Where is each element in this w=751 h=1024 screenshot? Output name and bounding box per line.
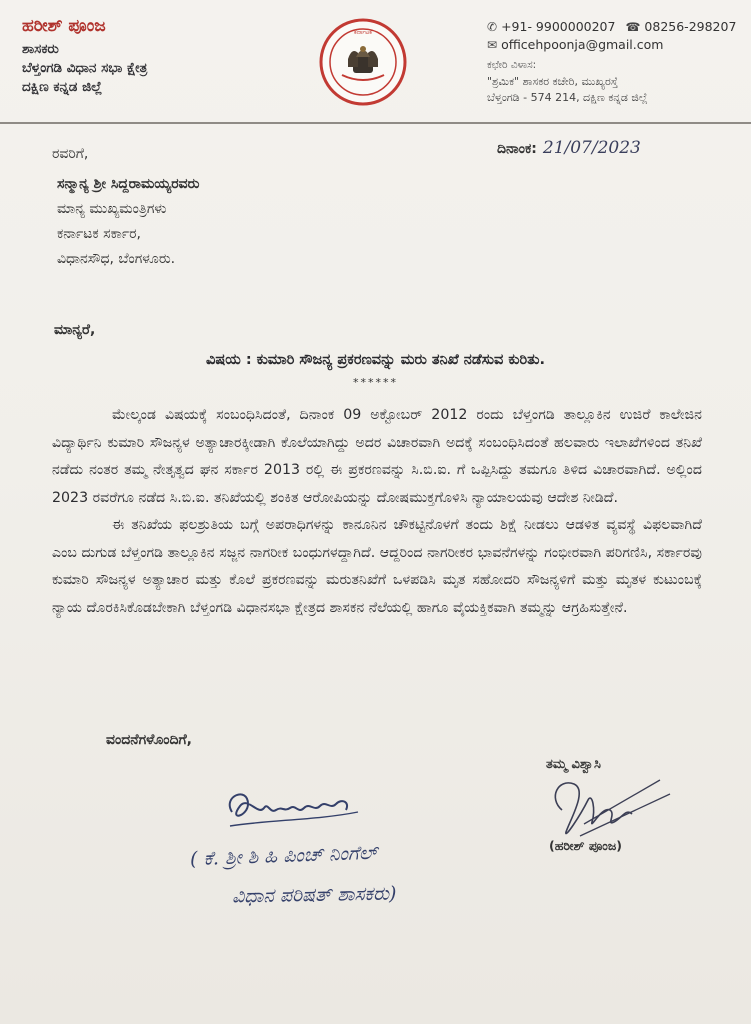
recipient-line-3: ಕರ್ನಾಟಕ ಸರ್ಕಾರ, [57, 226, 141, 242]
email-address: officehpoonja@gmail.com [501, 37, 664, 52]
mail-icon: ✉ [487, 38, 498, 52]
recipient-address [57, 172, 199, 272]
to-label: ರವರಿಗೆ, [52, 146, 89, 162]
recipient-line-2: ಮಾನ್ಯ ಮುಖ್ಯಮಂತ್ರಿಗಳು [57, 201, 167, 217]
date-label: ದಿನಾಂಕ: [497, 141, 537, 157]
header-divider [0, 122, 751, 124]
recipient-line-1: ಸನ್ಮಾನ್ಯ ಶ್ರೀ ಸಿದ್ದರಾಮಯ್ಯರವರು [57, 176, 200, 192]
office-address-2: ಬೆಳ್ತಂಗಡಿ - 574 214, ದಕ್ಷಿಣ ಕನ್ನಡ ಜಿಲ್ಲೆ [487, 91, 648, 104]
letterhead-left [22, 16, 282, 97]
date-field [497, 138, 641, 158]
constituency: ಬೆಳ್ತಂಗಡಿ ವಿಧಾನ ಸಭಾ ಕ್ಷೇತ್ರ [22, 60, 148, 76]
office-address-1: "ಶ್ರಮಿಕ" ಶಾಸಕರ ಕಚೇರಿ, ಮುಖ್ಯರಸ್ತೆ [487, 75, 618, 88]
mobile-number: +91- 9900000207 [501, 19, 616, 34]
recipient-line-4: ವಿಧಾನಸೌಧ, ಬೆಂಗಳೂರು. [57, 251, 176, 267]
mlc-signature [218, 782, 368, 842]
emblem-top-text: ಕರ್ನಾಟಕ [354, 29, 372, 36]
designation: ಶಾಸಕರು [22, 41, 59, 57]
subject-line: ವಿಷಯ : ಕುಮಾರಿ ಸೌಜನ್ಯ ಪ್ರಕರಣವನ್ನು ಮರು ತನಿಖೆ ನಡೆಸುವ ಕುರಿತು. [206, 352, 545, 368]
handwritten-note-line-1: ( ಕೆ. ಶ್ರೀ ಶಿ ಹಿ ಪಿಂಚ್ ನಿಂಗೆಲ್ [189, 841, 378, 871]
office-label: ಕಛೇರಿ ವಿಳಾಸ: [487, 59, 537, 71]
karnataka-emblem-icon [318, 17, 408, 107]
telephone-icon: ☎ [625, 20, 641, 34]
yours-faithfully: ತಮ್ಮ ವಿಶ್ವಾಸಿ [546, 757, 601, 772]
signatory-name: (ಹರೀಶ್ ಪೂಂಜ) [549, 838, 622, 853]
phone-row [487, 18, 737, 36]
district: ದಕ್ಷಿಣ ಕನ್ನಡ ಜಿಲ್ಲೆ [22, 79, 103, 95]
date-value: 21/07/2023 [542, 138, 641, 158]
separator: ****** [353, 376, 398, 389]
email-row [487, 36, 737, 54]
body-paragraph-1: ಮೇಲ್ಕಂಡ ವಿಷಯಕ್ಕೆ ಸಂಬಂಧಿಸಿದಂತೆ, ದಿನಾಂಕ 09 ಅಕ್ಟೋಬರ್ 2012 ರಂದು ಬೆಳ್ತಂಗಡಿ ತಾಲ್ಲೂಕಿನ ಉಜಿರೆ ಕಾಲೇಜಿನ ವಿದ್ಯಾರ್ಥಿನಿ ಕುಮಾರಿ ಸೌಜನ್ಯಳ ಅತ್ಯಾಚಾರಕ್ಕೀಡಾಗಿ ಕೊಲೆಯಾಗಿದ್ದು ಅದರ ವಿಚಾರವಾಗಿ ಅದಕ್ಕೆ ಸಂಬಂಧಿಸಿದಂತೆ ಹಲವಾರು ಇಲಾಖೆಗಳಿಂದ ತನಿಖೆ ನಡೆದು ನಂತರ ತಮ್ಮ ನೇತೃತ್ವದ ಘನ ಸರ್ಕಾರ 2013 ರಲ್ಲಿ ಈ ಪ್ರಕರಣವನ್ನು ಸಿ.ಬಿ.ಐ. ಗೆ ಒಪ್ಪಿಸಿದ್ದು ತಮಗೂ ತಿಳಿದ ವಿಚಾರವಾಗಿದೆ. ಅಲ್ಲಿಂದ 2023 ರವರೆಗೂ ನಡೆದ ಸಿ.ಬಿ.ಐ. ತನಿಖೆಯಲ್ಲಿ ಶಂಕಿತ ಆರೋಪಿಯನ್ನು ದೋಷಮುಕ್ತಗೊಳಿಸಿ ನ್ಯಾಯಾಲಯವು ಆದೇಶ ನೀಡಿದೆ. [52, 407, 702, 506]
mla-name: ಹರೀಶ್ ಪೂಂಜ [22, 16, 106, 36]
letterhead-right [487, 18, 737, 106]
salutation: ಮಾನ್ಯರೆ, [54, 322, 96, 338]
closing: ವಂದನೆಗಳೊಂದಿಗೆ, [106, 732, 192, 748]
handwritten-note-line-2: ವಿಧಾನ ಪರಿಷತ್ ಶಾಸಕರು) [231, 882, 397, 908]
letter-body [52, 402, 702, 622]
landline-number: 08256-298207 [644, 19, 737, 34]
body-paragraph-2: ಈ ತನಿಖೆಯ ಫಲಶ್ರುತಿಯ ಬಗ್ಗೆ ಅಪರಾಧಿಗಳನ್ನು ಕಾನೂನಿನ ಚೌಕಟ್ಟಿನೊಳಗೆ ತಂದು ಶಿಕ್ಷೆ ನೀಡಲು ಆಡಳಿತ ವ್ಯವಸ್ಥೆ ವಿಫಲವಾಗಿದೆ ಎಂಬ ದುಗುಡ ಬೆಳ್ತಂಗಡಿ ತಾಲ್ಲೂಕಿನ ಸಜ್ಜನ ನಾಗರೀಕ ಬಂಧುಗಳದ್ದಾಗಿದೆ. ಆದ್ದರಿಂದ ನಾಗರೀಕರ ಭಾವನೆಗಳನ್ನು ಗಂಭೀರವಾಗಿ ಪರಿಗಣಿಸಿ, ಸರ್ಕಾರವು ಕುಮಾರಿ ಸೌಜನ್ಯಳ ಅತ್ಯಾಚಾರ ಮತ್ತು ಕೊಲೆ ಪ್ರಕರಣವನ್ನು ಮರುತನಿಖೆಗೆ ಒಳಪಡಿಸಿ ಮೃತ ಸಹೋದರಿ ಸೌಜನ್ಯಳಿಗೆ ಮತ್ತು ಮೃತಳ ಕುಟುಂಬಕ್ಕೆ ನ್ಯಾಯ ದೊರಕಿಸಿಕೊಡಬೇಕಾಗಿ ಬೆಳ್ತಂಗಡಿ ವಿಧಾನಸಭಾ ಕ್ಷೇತ್ರದ ಶಾಸಕನ ನೆಲೆಯಲ್ಲಿ ಹಾಗೂ ವೈಯಕ್ತಿಕವಾಗಿ ತಮ್ಮನ್ನು ಆಗ್ರಹಿಸುತ್ತೇನೆ. [52, 517, 702, 616]
phone-icon: ✆ [487, 20, 498, 34]
